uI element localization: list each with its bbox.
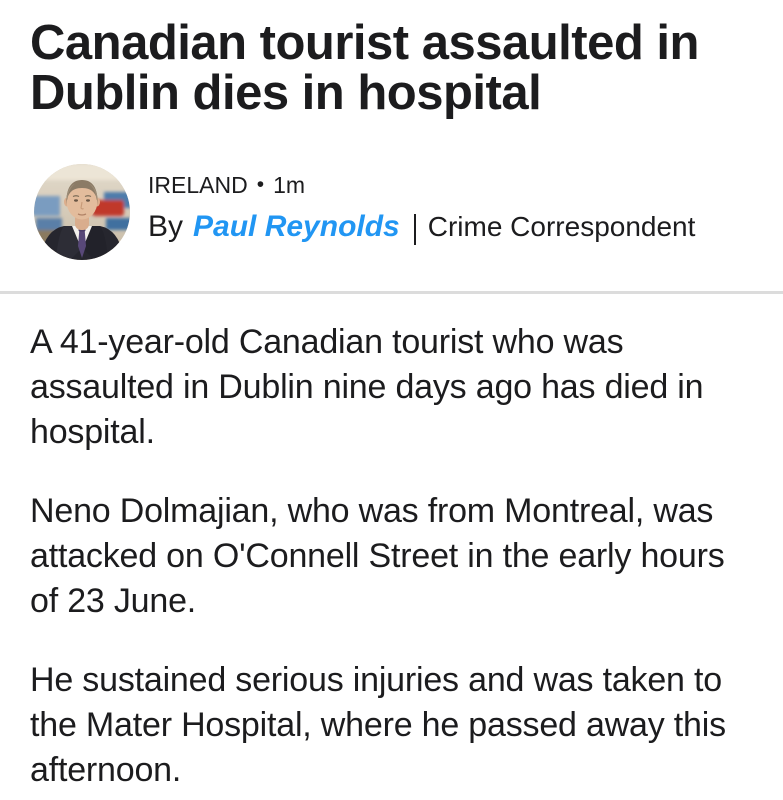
meta-separator-dot: • (256, 173, 265, 196)
article-paragraph-2: Neno Dolmajian, who was from Montreal, was attacked on O'Connell Street in the early hours of 23 June. (30, 492, 725, 620)
headline-wrap (0, 18, 783, 118)
author-role: Crime Correspondent (427, 211, 696, 242)
author-avatar-image (34, 164, 130, 260)
byline-text (148, 164, 695, 245)
article-paragraph-3: He sustained serious injuries and was taken to the Mater Hospital, where he passed away this afternoon. (30, 661, 726, 789)
article-paragraph-1: A 41-year-old Canadian tourist who was assaulted in Dublin nine days ago has died in hospital. (30, 323, 704, 451)
timestamp: 1m (273, 172, 306, 198)
article-page (0, 18, 783, 800)
byline-divider-bar (414, 214, 416, 245)
author-link[interactable]: Paul Reynolds (193, 210, 400, 243)
article-body (0, 294, 783, 793)
article-headline: Canadian tourist assaulted in Dublin dies in hospital (30, 16, 699, 120)
author-line (148, 209, 695, 245)
byline-block (0, 164, 783, 260)
author-avatar[interactable] (34, 164, 130, 260)
category-label[interactable]: IRELAND (148, 172, 248, 198)
category-line (148, 170, 695, 200)
by-prefix: By (148, 210, 184, 243)
